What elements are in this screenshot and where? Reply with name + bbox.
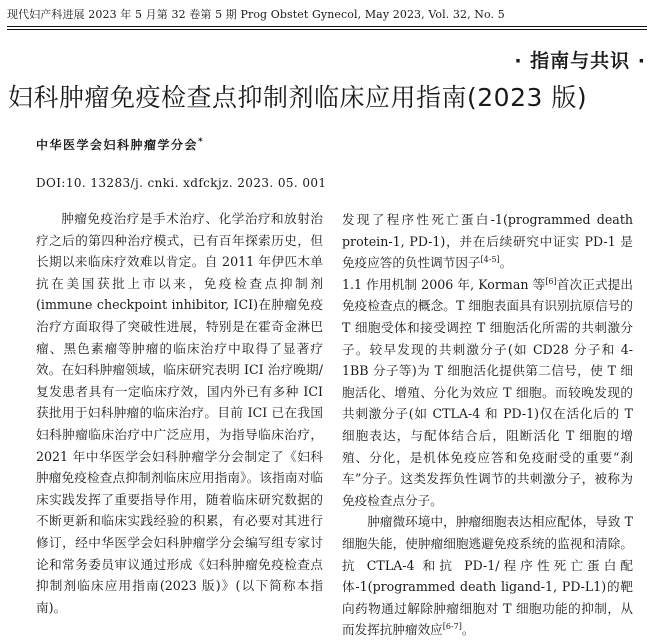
doi: DOI:10. 13283/j. cnki. xdfckjz. 2023. 05. 001: [36, 176, 327, 190]
section-1-1: [342, 274, 633, 512]
right-paragraph-3-end: 。: [461, 622, 475, 638]
citation: [6]: [545, 276, 557, 286]
citation: [4-5]: [480, 255, 500, 264]
section-1-1-heading: 1.1 作用机制 2006 年, Korman 等: [342, 276, 546, 292]
author-name: 中华医学会妇科肿瘤学分会: [36, 138, 199, 152]
author-mark: *: [198, 137, 205, 147]
article-title: 妇科肿瘤免疫检查点抑制剂临床应用指南(2023 版): [8, 83, 588, 112]
author-line: [36, 136, 204, 153]
left-paragraph-1: 肿瘤免疫治疗是手术治疗、化学治疗和放射治疗之后的第四种治疗模式，已有百年探索历史，但长期以来临床疗效难以肯定。自 2011 年伊匹木单抗在美国获批上市以来，免疫检查点抑制剂(immune checkpoint inhibitor, ICI)在肿瘤免疫治疗方面取得了突破性进展，特别是在霍奇金淋巴瘤、黑色素瘤等肿瘤的临床治疗中取得了显著疗效。在妇科肿瘤领域，临床研究表明 ICI 治疗晚期/复发患者具有一定临床疗效，国内外已有多种 ICI 获批用于妇科肿瘤的临床治疗。目前 ICI 已在我国妇科肿瘤临床治疗中广泛应用，为指导临床治疗，2021 年中华医学会妇科肿瘤学分会制定了《妇科肿瘤免疫检查点抑制剂临床应用指南》。该指南对临床实践发挥了重要指导作用，随着临床研究数据的不断更新和临床实践经验的积累，有必要对其进行修订，经中华医学会妇科肿瘤学分会编写组专家讨论和常务委员审议通过形成《妇科肿瘤免疫检查点抑制剂临床应用指南(2023 版)》(以下简称本指南)。: [36, 211, 323, 615]
right-paragraph-1-end: 。: [499, 255, 513, 271]
citation: [6-7]: [442, 622, 462, 632]
right-paragraph-3: [342, 511, 633, 641]
left-column: [36, 208, 323, 618]
header-rule-thin: [7, 29, 647, 30]
right-paragraph-3-text: 肿瘤微环境中，肿瘤细胞表达相应配体，导致 T 细胞失能，使肿瘤细胞逃避免疫系统的监视和清除。抗 CTLA-4 和抗 PD-1/程序性死亡蛋白配体-1(programmed death ligand-1, PD-L1)的靶向药物通过解除肿瘤细胞对 T 细胞功能的抑制，从而发挥抗肿瘤效应: [342, 514, 633, 638]
right-paragraph-1: [342, 209, 633, 274]
section-tag: · 指南与共识 ·: [514, 50, 646, 72]
section-1-1-text: 首次正式提出免疫检查点的概念。T 细胞表面具有识别抗原信号的 T 细胞受体和接受调控 T 细胞活化所需的共刺激分子。较早发现的共刺激分子(如 CD28 分子和 4-1BB 分子等)为 T 细胞活化提供第二信号，使 T 细胞活化、增殖、分化为效应 T 细胞。而较晚发现的共刺激分子(如 CTLA-4 和 PD-1)仅在活化后的 T 细胞表达，与配体结合后，阻断活化 T 细胞的增殖、分化，是机体免疫应答和免疫耐受的重要“刹车”分子。这类发挥负性调节的共刺激分子，被称为免疫检查点分子。: [342, 276, 633, 508]
right-column: [342, 209, 633, 641]
running-head: 现代妇产科进展 2023 年 5 月第 32 卷第 5 期 Prog Obstet Gynecol, May 2023, Vol. 32, No. 5: [7, 8, 505, 21]
right-paragraph-1-text: 发现了程序性死亡蛋白-1(programmed death protein-1, PD-1)，并在后续研究中证实 PD-1 是免疫应答的负性调节因子: [342, 212, 633, 271]
header-rule: [7, 26, 647, 27]
